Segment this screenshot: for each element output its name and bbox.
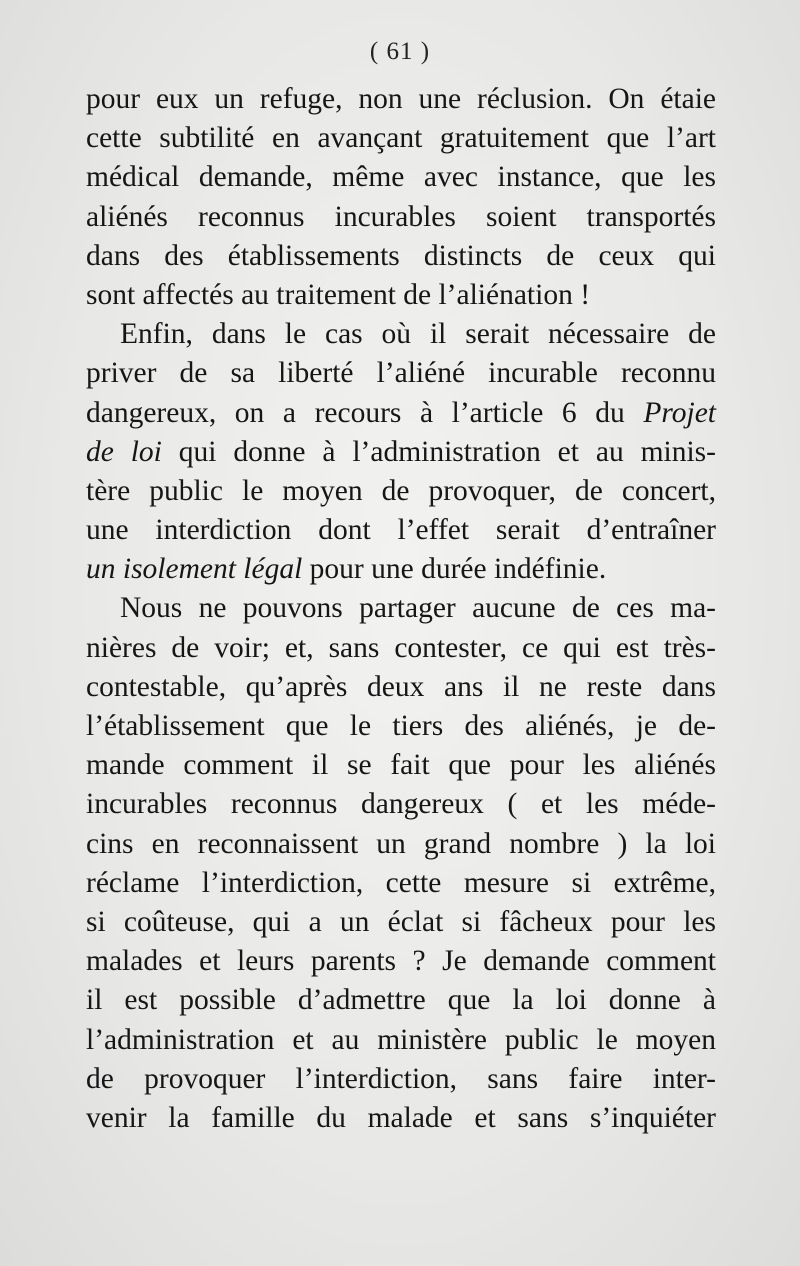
text-line: pour eux un refuge, non une réclusion. On étaie bbox=[86, 83, 716, 115]
text-line: médical demande, même avec instance, que les bbox=[86, 161, 716, 194]
text-line: de loi qui donne à l’administration et au minis- bbox=[86, 435, 716, 468]
text-line: cette subtilité en avançant gratuitement que l’art bbox=[86, 122, 716, 155]
text-line: incurables reconnus dangereux ( et les méde- bbox=[86, 788, 716, 821]
body-text bbox=[86, 80, 716, 1138]
text-line: venir la famille du malade et sans s’inquiéter bbox=[86, 1101, 716, 1134]
italic-text: de loi bbox=[86, 435, 162, 468]
text-line: l’administration et au ministère public le moyen bbox=[86, 1023, 716, 1056]
text-line: un isolement légal pour une durée indéfinie. bbox=[86, 553, 607, 586]
text-line: l’établissement que le tiers des aliénés, je de- bbox=[86, 710, 716, 742]
text-line: aliénés reconnus incurables soient transportés bbox=[86, 200, 716, 233]
text-line: il est possible d’admettre que la loi donne à bbox=[86, 984, 716, 1017]
text-line: cins en reconnaissent un grand nombre ) la loi bbox=[86, 827, 716, 860]
text-line: réclame l’interdiction, cette mesure si extrême, bbox=[86, 866, 716, 899]
text-line: mande comment il se fait que pour les aliénés bbox=[86, 749, 716, 782]
text-line: priver de sa liberté l’aliéné incurable reconnu bbox=[86, 357, 716, 390]
text-line: sont affectés au traitement de l’aliénation ! bbox=[86, 278, 591, 311]
text-line: Nous ne pouvons partager aucune de ces ma- bbox=[120, 592, 716, 625]
text-line: Enfin, dans le cas où il serait nécessaire de bbox=[120, 318, 716, 351]
italic-text: un isolement légal bbox=[86, 553, 303, 586]
text-line: si coûteuse, qui a un éclat si fâcheux pour les bbox=[86, 905, 716, 938]
text-line: de provoquer l’interdiction, sans faire inter- bbox=[86, 1062, 716, 1095]
text-line: tère public le moyen de provoquer, de concert, bbox=[86, 474, 716, 507]
page-number: ( 61 ) bbox=[369, 38, 431, 65]
text-line: nières de voir; et, sans contester, ce qui est très- bbox=[86, 631, 716, 664]
text-line: dans des établissements distincts de ceux qui bbox=[86, 239, 716, 272]
text-line: contestable, qu’après deux ans il ne reste dans bbox=[86, 670, 716, 703]
text-line: malades et leurs parents ? Je demande comment bbox=[86, 945, 716, 978]
italic-text: Projet bbox=[643, 396, 716, 429]
text-line: une interdiction dont l’effet serait d’entraîner bbox=[86, 514, 716, 547]
text-line: dangereux, on a recours à l’article 6 du Projet bbox=[86, 396, 716, 429]
